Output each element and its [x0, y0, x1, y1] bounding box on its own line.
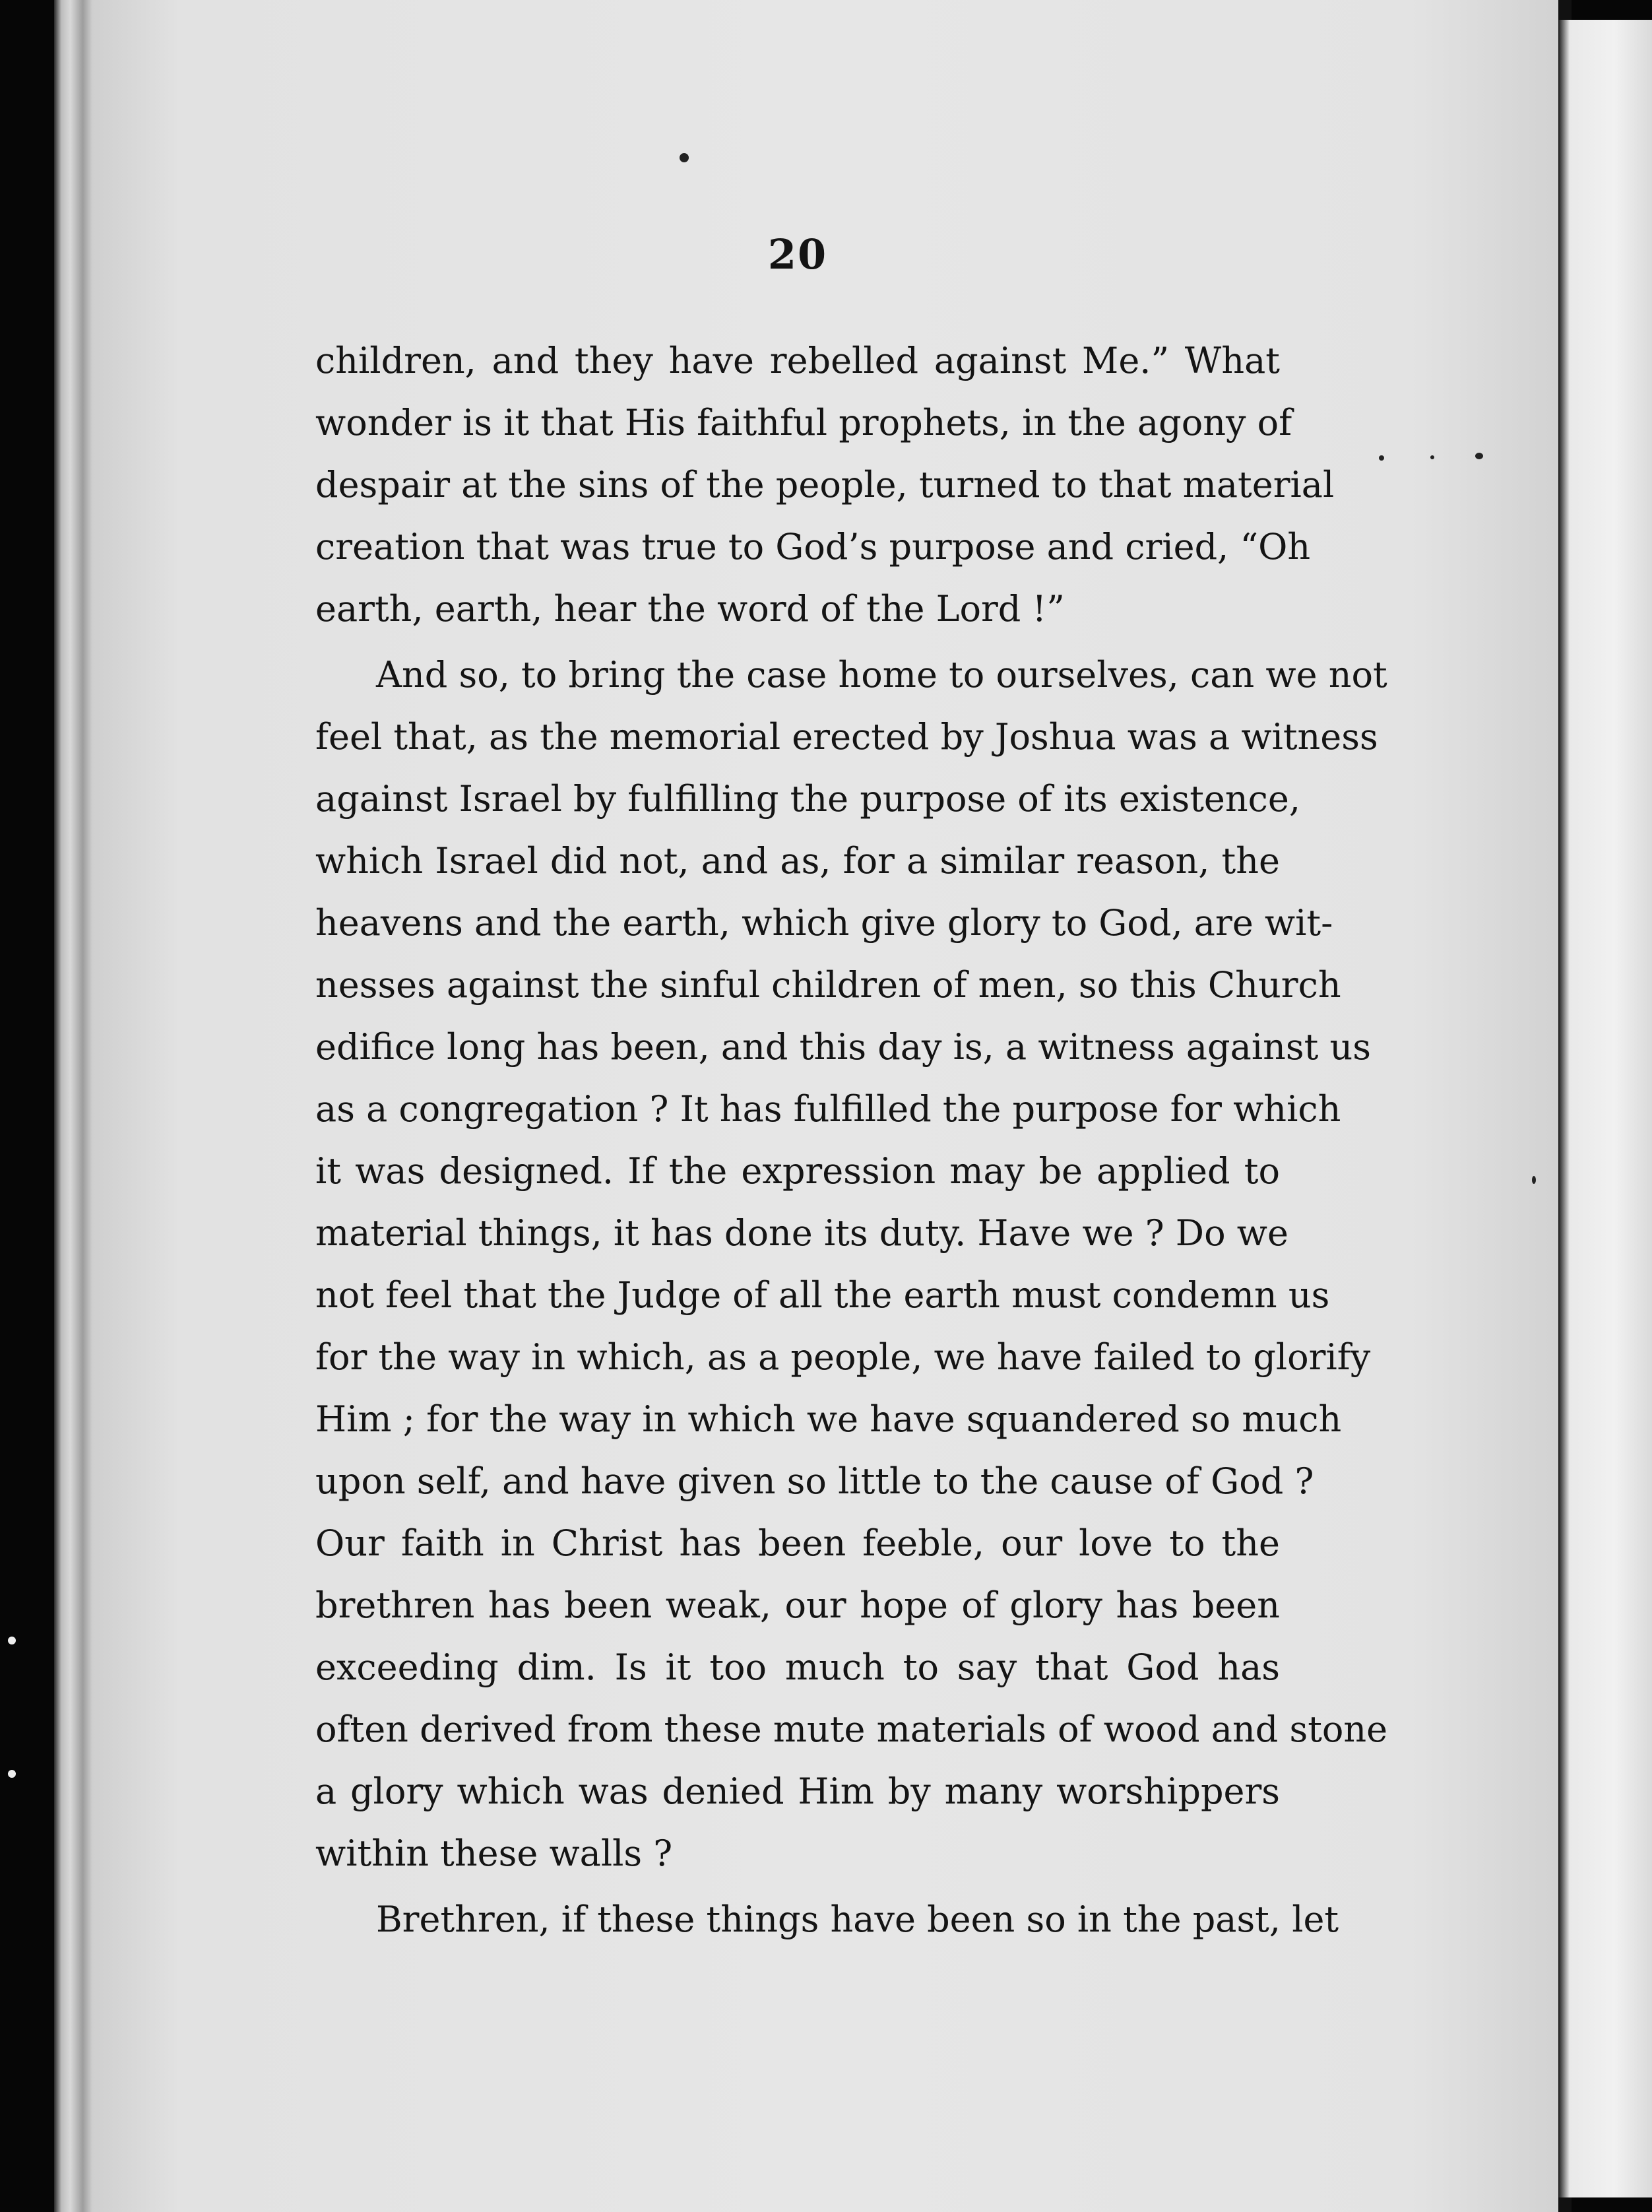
text-line: exceeding dim. Is it too much to say that God has	[315, 1646, 1280, 1688]
text-line: children, and they have rebelled against Me.” What	[315, 340, 1280, 381]
paragraph-start-line: And so, to bring the case home to ourselves, can we not	[376, 654, 1387, 696]
text-line: which Israel did not, and as, for a similar reason, the	[315, 840, 1280, 882]
text-line: feel that, as the memorial erected by Joshua was a witness	[315, 716, 1378, 758]
ink-speck	[1430, 455, 1434, 459]
text-line: wonder is it that His faithful prophets, in the agony of	[315, 402, 1292, 443]
text-line: not feel that the Judge of all the earth must condemn us	[315, 1274, 1330, 1316]
text-line: for the way in which, as a people, we have failed to glorify	[315, 1336, 1371, 1378]
ink-speck	[1379, 455, 1384, 461]
ink-speck	[8, 1770, 16, 1778]
text-line: material things, it has done its duty. Have we ? Do we	[315, 1212, 1288, 1254]
paragraph-start-line: Brethren, if these things have been so in the past, let	[376, 1899, 1339, 1940]
text-line: a glory which was denied Him by many worshippers	[315, 1771, 1280, 1812]
text-line: within these walls ?	[315, 1833, 673, 1874]
ink-speck	[8, 1637, 16, 1644]
ink-speck	[680, 153, 689, 162]
page-number: 20	[767, 230, 828, 278]
text-line: creation that was true to God’s purpose and cried, “Oh	[315, 526, 1311, 568]
text-line: nesses against the sinful children of men, so this Church	[315, 964, 1341, 1006]
ink-speck	[1475, 453, 1483, 459]
text-line: Our faith in Christ has been feeble, our love to the	[315, 1522, 1280, 1564]
text-line: Him ; for the way in which we have squandered so much	[315, 1398, 1342, 1440]
text-line: edifice long has been, and this day is, a witness against us	[315, 1026, 1371, 1068]
book-spine-edge	[54, 0, 95, 2212]
text-line: against Israel by fulfilling the purpose of its existence,	[315, 778, 1301, 820]
text-line: heavens and the earth, which give glory to God, are wit-	[315, 902, 1333, 944]
text-line: despair at the sins of the people, turned to that material	[315, 464, 1335, 505]
text-line: brethren has been weak, our hope of glory has been	[315, 1584, 1280, 1626]
text-line: it was designed. If the expression may be applied to	[315, 1150, 1280, 1192]
text-line: as a congregation ? It has fulfilled the purpose for which	[315, 1088, 1341, 1130]
text-line: earth, earth, hear the word of the Lord !”	[315, 588, 1065, 630]
text-line: upon self, and have given so little to the cause of God ?	[315, 1460, 1314, 1502]
ink-speck	[1532, 1176, 1536, 1184]
text-line: often derived from these mute materials of wood and stone	[315, 1708, 1388, 1750]
facing-page-edge	[1558, 20, 1652, 2197]
